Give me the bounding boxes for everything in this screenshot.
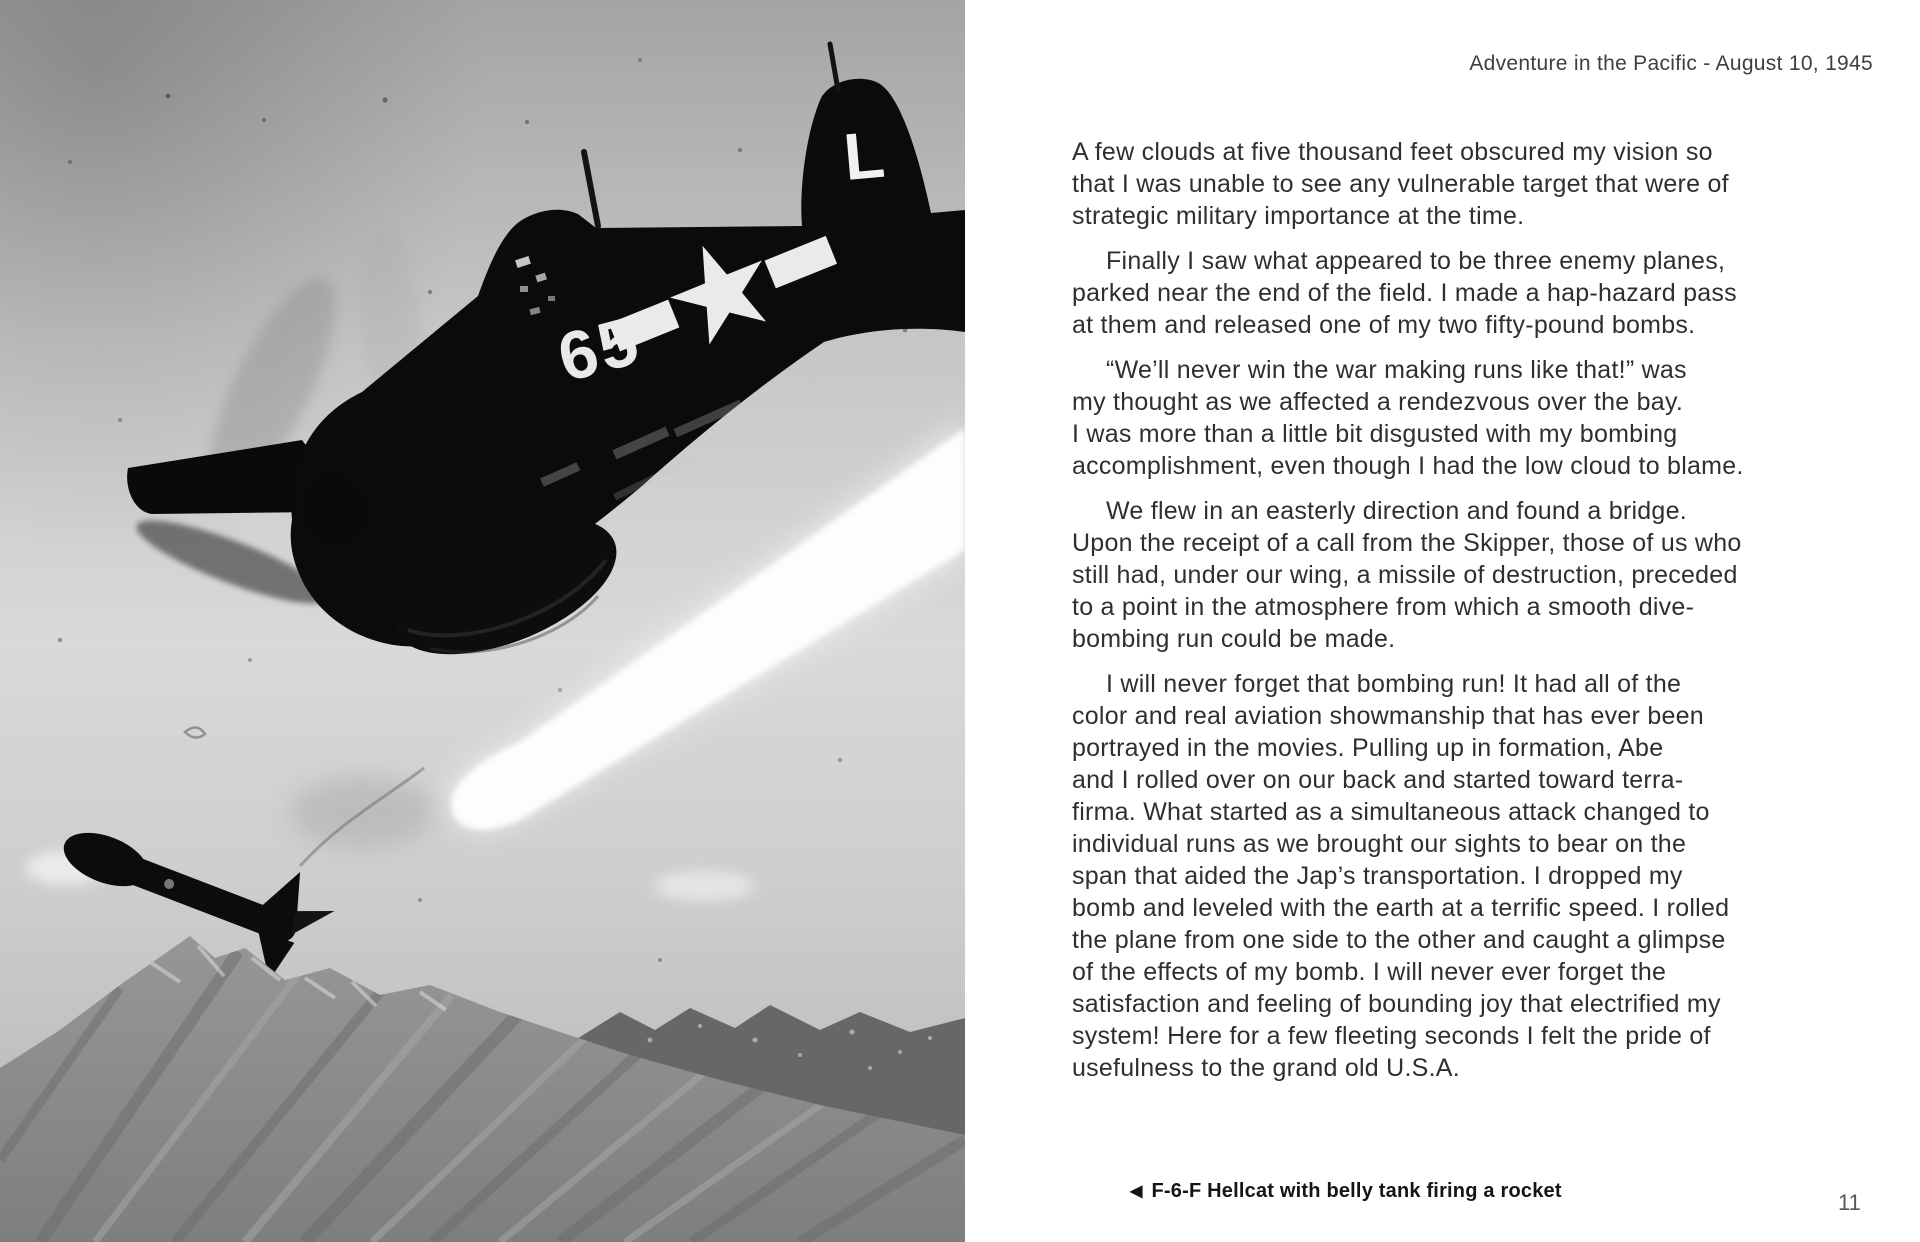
article-line: firma. What started as a simultaneous attack changed to: [1072, 798, 1710, 826]
article-line: still had, under our wing, a missile of destruction, preceded: [1072, 561, 1738, 589]
article-line: system! Here for a few fleeting seconds I felt the pride of: [1072, 1022, 1711, 1050]
page-number: 11: [1838, 1190, 1861, 1215]
article-line: bomb and leveled with the earth at a terrific speed. I rolled: [1072, 894, 1730, 922]
article-line: color and real aviation showmanship that has ever been: [1072, 702, 1704, 730]
article-line: and I rolled over on our back and started toward terra-: [1072, 766, 1684, 794]
paragraph: [1072, 668, 1792, 1084]
article-line: to a point in the atmosphere from which a smooth dive-: [1072, 593, 1695, 621]
article-line: of the effects of my bomb. I will never ever forget the: [1072, 958, 1667, 986]
paragraph: [1072, 354, 1792, 482]
article-body: [1072, 136, 1792, 1097]
article-line: usefulness to the grand old U.S.A.: [1072, 1054, 1460, 1082]
paragraph: [1072, 495, 1792, 655]
photo-caption: [1130, 1180, 1562, 1203]
paragraph: [1072, 136, 1792, 232]
caption-arrow-icon: ◀: [1130, 1182, 1143, 1200]
paragraph: [1072, 245, 1792, 341]
article-line: A few clouds at five thousand feet obscured my vision so: [1072, 138, 1713, 166]
article-line: Finally I saw what appeared to be three enemy planes,: [1106, 247, 1726, 275]
article-line: We flew in an easterly direction and found a bridge.: [1106, 497, 1687, 525]
article-line: that I was unable to see any vulnerable target that were of: [1072, 170, 1729, 198]
article-line: individual runs as we brought our sights to bear on the: [1072, 830, 1687, 858]
article-line: Upon the receipt of a call from the Skipper, those of us who: [1072, 529, 1742, 557]
article-line: at them and released one of my two fifty-pound bombs.: [1072, 311, 1696, 339]
article-line: the plane from one side to the other and caught a glimpse: [1072, 926, 1726, 954]
article-line: parked near the end of the field. I made a hap-hazard pass: [1072, 279, 1737, 307]
article-line: I was more than a little bit disgusted with my bombing: [1072, 420, 1678, 448]
article-line: strategic military importance at the time.: [1072, 202, 1525, 230]
article-line: accomplishment, even though I had the low cloud to blame.: [1072, 452, 1744, 480]
article-line: satisfaction and feeling of bounding joy that electrified my: [1072, 990, 1721, 1018]
article-line: span that aided the Jap’s transportation. I dropped my: [1072, 862, 1683, 890]
article-line: I will never forget that bombing run! It had all of the: [1106, 670, 1682, 698]
caption-text: F-6-F Hellcat with belly tank firing a rocket: [1151, 1180, 1562, 1202]
article-line: “We’ll never win the war making runs like that!” was: [1106, 356, 1687, 384]
article-line: my thought as we affected a rendezvous over the bay.: [1072, 388, 1684, 416]
article-line: bombing run could be made.: [1072, 625, 1396, 653]
running-header: Adventure in the Pacific - August 10, 1945: [1469, 52, 1873, 75]
article-line: portrayed in the movies. Pulling up in formation, Abe: [1072, 734, 1664, 762]
